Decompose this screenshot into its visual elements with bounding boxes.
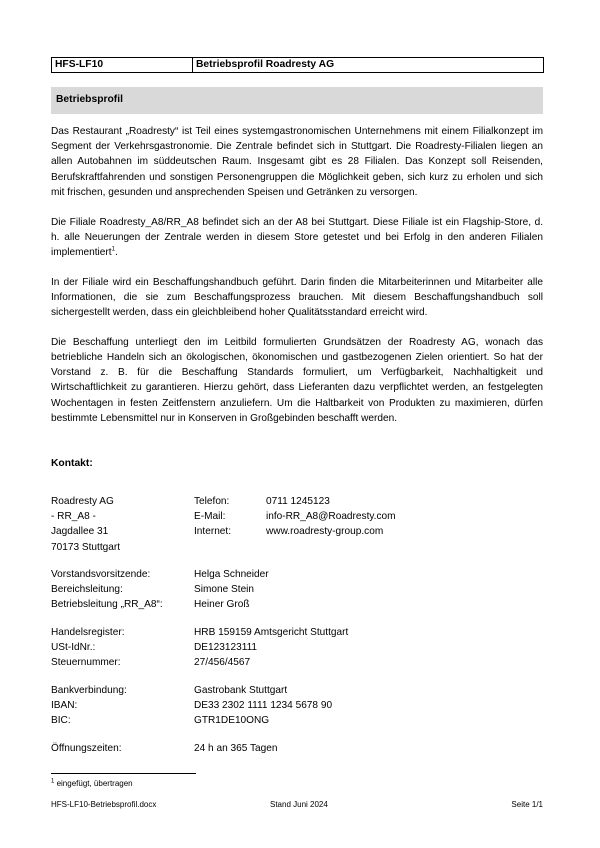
- contact-address-block: [51, 494, 543, 555]
- section-heading-band: [51, 87, 543, 114]
- management-block: [51, 567, 543, 613]
- footnote-marker: 1: [51, 778, 55, 785]
- paragraph: In der Filiale wird ein Beschaffungshandbuch geführt. Darin finden die Mitarbeiterinnen und Mitarbeiter alle Informationen, die sie zum Beschaffungsprozess brauchen. Mit diesem Beschaffungshandbuch soll sichergestellt werden, dass ein gleichbleibend hoher Qualitätsstandard erreicht wird.: [51, 276, 543, 319]
- footnote-ref: 1: [111, 246, 115, 253]
- info-value: Heiner Groß: [194, 599, 250, 611]
- info-value: HRB 159159 Amtsgericht Stuttgart: [194, 627, 349, 638]
- info-row: [51, 683, 543, 698]
- info-row: [51, 582, 543, 597]
- contact-row: [51, 540, 543, 555]
- info-value: Helga Schneider: [194, 569, 269, 580]
- body-text: [51, 124, 543, 440]
- info-value: DE123123111: [194, 642, 258, 654]
- comm-label: Telefon:: [194, 496, 230, 507]
- footnote-text: eingefügt, übertragen: [54, 779, 133, 788]
- comm-label: Internet:: [194, 526, 232, 538]
- footer-filename: HFS-LF10-Betriebsprofil.docx: [51, 800, 157, 809]
- footer-page-number: Seite 1/1: [511, 800, 543, 809]
- register-block: [51, 625, 543, 671]
- contact-row: [51, 524, 543, 539]
- footer-date: Stand Juni 2024: [270, 800, 328, 809]
- info-row: [51, 741, 543, 756]
- info-label: Vorstandsvorsitzende:: [51, 569, 151, 580]
- contact-row: [51, 509, 543, 524]
- paragraph-text: Die Filiale Roadresty_A8/RR_A8 befindet sich an der A8 bei Stuttgart. Diese Filiale ist ein Flagship-Store, d. h. alle Neuerungen der Zentrale werden in diesem Store getestet und bei Erfolg in den anderen Filialen implementiert: [51, 216, 543, 258]
- info-value: Simone Stein: [194, 584, 255, 596]
- header-code: HFS-LF10: [52, 58, 193, 72]
- footnote-divider: [51, 773, 196, 774]
- info-row: [51, 698, 543, 713]
- info-label: Öffnungszeiten:: [51, 743, 122, 754]
- address-line: Jagdallee 31: [51, 526, 109, 538]
- info-label: Handelsregister:: [51, 627, 125, 638]
- contact-title: Kontakt:: [51, 458, 93, 469]
- email-value: info-RR_A8@Roadresty.com: [266, 511, 396, 523]
- info-row: [51, 597, 543, 612]
- section-heading: Betriebsprofil: [56, 94, 123, 105]
- address-line: Roadresty AG: [51, 496, 114, 507]
- info-value: GTR1DE10ONG: [194, 715, 270, 727]
- info-value: 27/456/4567: [194, 657, 251, 669]
- hours-block: [51, 741, 543, 756]
- address-line: - RR_A8 -: [51, 511, 96, 523]
- footnote: [51, 779, 133, 788]
- info-label: Bereichsleitung:: [51, 584, 123, 596]
- info-label: Betriebsleitung „RR_A8“:: [51, 599, 163, 611]
- info-value: DE33 2302 1111 1234 5678 90: [194, 700, 333, 712]
- header-title: Betriebsprofil Roadresty AG: [196, 59, 335, 70]
- info-row: [51, 655, 543, 670]
- info-row: [51, 625, 543, 640]
- info-row: [51, 713, 543, 728]
- bank-block: [51, 683, 543, 729]
- info-value: Gastrobank Stuttgart: [194, 685, 288, 696]
- address-line: 70173 Stuttgart: [51, 541, 121, 553]
- contact-row: [51, 494, 543, 509]
- paragraph: Die Filiale Roadresty_A8/RR_A8 befindet sich an der A8 bei Stuttgart. Diese Filiale ist ein Flagship-Store, d. h. alle Neuerungen der Zentrale werden in diesem Store getestet und bei Erfolg in den anderen Filialen implementiert$^1$.: [51, 216, 543, 258]
- document-header-table: [51, 57, 544, 73]
- info-value: 24 h an 365 Tagen: [194, 743, 278, 754]
- info-row: [51, 640, 543, 655]
- info-label: USt-IdNr.:: [51, 642, 96, 654]
- info-label: Steuernummer:: [51, 657, 121, 669]
- website-value: www.roadresty-group.com: [266, 526, 384, 538]
- comm-label: E-Mail:: [194, 511, 226, 523]
- paragraph: Das Restaurant „Roadresty“ ist Teil eines systemgastronomischen Unternehmens mit einem Filialkonzept im Segment der Verkehrsgastronomie. Die Zentrale befindet sich in Stuttgart. Die Roadresty-Filialen liegen an allen Autobahnen im süddeutschen Raum. Insgesamt gibt es 28 Filialen. Das Konzept soll Reisenden, Berufskraftfahrenden und sonstigen Personengruppen die Möglichkeit geben, sich kurz zu erholen und sich mit frischen, gesunden und ansprechenden Speisen und Getränken zu versorgen.: [51, 126, 543, 198]
- info-label: Bankverbindung:: [51, 685, 127, 696]
- info-label: IBAN:: [51, 700, 78, 712]
- info-label: BIC:: [51, 715, 71, 727]
- phone-value: 0711 1245123: [266, 496, 330, 507]
- paragraph: Die Beschaffung unterliegt den im Leitbild formulierten Grundsätzen der Roadresty AG, wonach das betriebliche Handeln sich an ökologischen, ökonomischen und gastbezogenen Zielen orientiert. So hat der Vorstand z. B. für die Beschaffung Standards formuliert, um Verfügbarkeit, Nachhaltigkeit und Wirtschaftlichkeit zu garantieren. Hierzu gehört, dass Lieferanten dazu verpflichtet werden, an festgelegten Wochentagen in festen Zeitfenstern anzuliefern. Um die Haltbarkeit von Produkten zu maximieren, dürfen bestimmte Lebensmittel nur in Konserven in Großgebinden beschafft werden.: [51, 336, 543, 424]
- info-row: [51, 567, 543, 582]
